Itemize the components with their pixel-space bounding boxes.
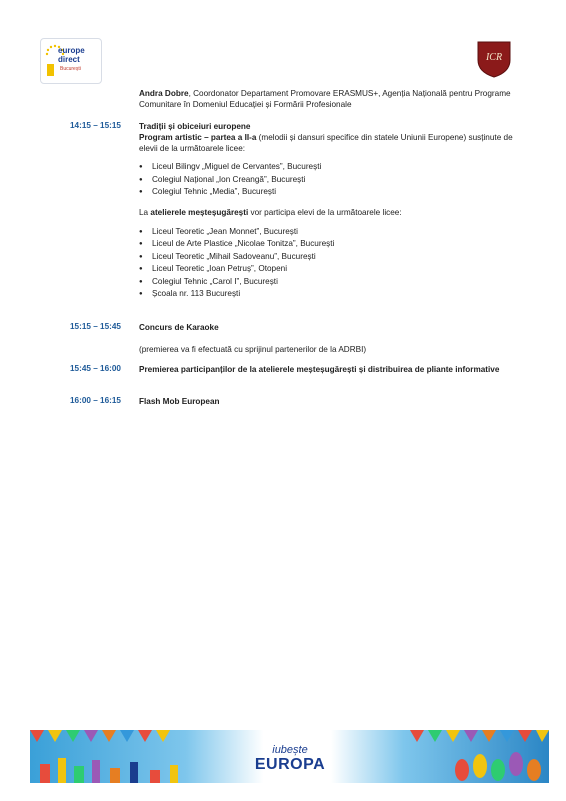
program-label: Program artistic – partea a II-a: [139, 133, 257, 142]
agenda-title: Flash Mob European: [139, 397, 220, 406]
hands-decoration: [450, 740, 549, 783]
program-desc: (melodii și dansuri specifice din statele Uniunii Europene) susținute de elevii de la următoarele licee:: [139, 133, 513, 153]
agenda-time: 14:15 – 15:15: [70, 121, 121, 130]
program-paragraph: [139, 132, 519, 154]
speaker-role: , Coordonator Departament Promovare ERASMUS+, Agenția Națională pentru Programe Comunitare în Domeniul Educației și Formării Profesionale: [139, 89, 511, 109]
agenda-item-awards: [139, 364, 519, 375]
workshops-post: vor participa elevi de la următoarele licee:: [248, 207, 402, 217]
speaker-name: Andra Dobre: [139, 89, 189, 98]
workshops-paragraph: [139, 207, 519, 218]
list-item: ● Liceul Teoretic „Ioan Petruș”, Otopeni: [139, 263, 519, 276]
agenda-time: 16:00 – 16:15: [70, 396, 121, 405]
agenda-item-karaoke: [139, 322, 519, 355]
crest-monogram: ICR: [485, 52, 503, 63]
agenda-note: (premierea va fi efectuată cu sprijinul partenerilor de la ADRBI): [139, 345, 367, 354]
schools-program-list: [139, 161, 519, 199]
school-crest-logo: [476, 38, 512, 78]
footer-title: [235, 744, 345, 780]
list-item: ● Liceul Bilingv „Miguel de Cervantes”, București: [139, 161, 519, 174]
footer-banner: [30, 730, 549, 783]
europe-direct-logo: [40, 38, 102, 84]
list-item: ● Colegiul Tehnic „Media”, București: [139, 186, 519, 199]
agenda-item-flashmob: [139, 396, 519, 407]
workshops-label: atelierele meșteșugărești: [150, 207, 249, 217]
agenda-time: 15:15 – 15:45: [70, 322, 121, 331]
logo-line-1: europe: [58, 46, 85, 55]
agenda-time: 15:45 – 16:00: [70, 364, 121, 373]
footer-line-2: EUROPA: [254, 756, 326, 773]
list-item: ● Școala nr. 113 București: [139, 288, 519, 301]
list-item: ● Liceul Teoretic „Jean Monnet”, București: [139, 226, 519, 239]
agenda-title: Tradiții și obiceiuri europene: [139, 122, 251, 131]
list-item: ● Liceul Teoretic „Mihail Sadoveanu”, București: [139, 251, 519, 264]
list-item: ● Colegiul Național „Ion Creangă”, București: [139, 174, 519, 187]
list-item: ● Liceul de Arte Plastice „Nicolae Tonitza”, București: [139, 238, 519, 251]
flag-mark: [47, 64, 54, 76]
workshops-pre: La: [139, 207, 151, 217]
agenda-item-traditions: [139, 121, 519, 301]
intro-paragraph: [139, 88, 519, 110]
agenda-title: Premierea participanților de la atelierele meșteșugărești și distribuirea de pliante informative: [139, 365, 500, 374]
footer-line-1: iubește: [272, 744, 308, 756]
logo-line-2: direct: [58, 55, 80, 64]
list-item: ● Colegiul Tehnic „Carol I”, București: [139, 276, 519, 289]
schools-workshops-list: [139, 226, 519, 301]
crowd-left-decoration: [30, 750, 210, 783]
logo-line-3: București: [60, 66, 81, 72]
agenda-title: Concurs de Karaoke: [139, 323, 219, 332]
